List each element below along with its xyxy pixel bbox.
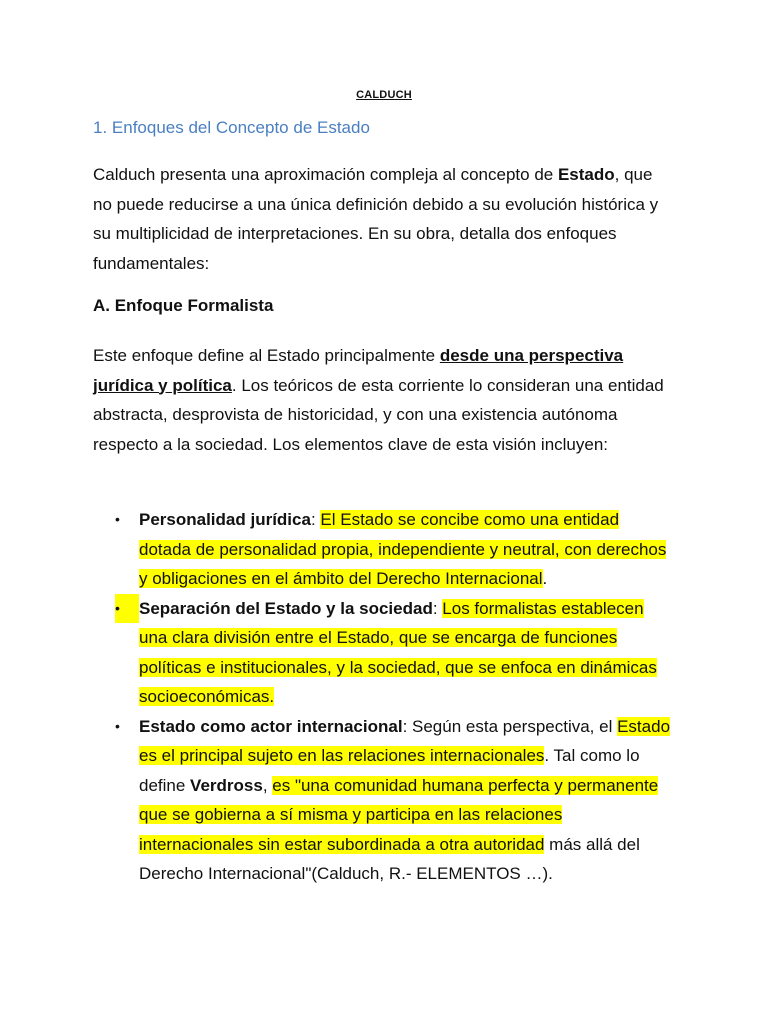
bullet-separator-2: , — [262, 775, 273, 795]
bullet-marker: • — [115, 511, 120, 527]
highlighted-quote: es "una comunidad humana perfecta y permanente que se gobierna a sí misma y participa en las relaciones internacionales sin estar subordinada a otra autoridad — [139, 775, 659, 854]
bullet-separator: : Según esta perspectiva, el — [402, 716, 618, 736]
bullet-term: Personalidad jurídica — [139, 510, 311, 529]
document-header-label: CALDUCH — [356, 89, 412, 101]
formalist-text-1: Este enfoque define al Estado principalmente — [93, 346, 440, 365]
bullet-tail: más allá del Derecho Internacional"(Calduch, R.- ELEMENTOS …). — [139, 834, 640, 883]
formalist-paragraph — [93, 341, 673, 459]
highlighted-text: El Estado se concibe como una entidad dotada de personalidad propia, independiente y neutral, con derechos y obligaciones en el ámbito del Derecho Internacional — [139, 510, 667, 588]
bullet-marker: • — [115, 594, 139, 624]
bullet-term: Separación del Estado y la sociedad — [139, 598, 433, 618]
bullet-separator: : — [310, 510, 321, 529]
bullet-bold-author: Verdross — [190, 775, 263, 795]
bullet-term: Estado como actor internacional — [139, 716, 403, 736]
highlighted-text: Estado es el principal sujeto en las relaciones internacionales — [139, 716, 671, 765]
highlighted-text: Los formalistas establecen una clara división entre el Estado, que se encarga de funciones políticas e institucionales, y la sociedad, que se enfoca en dinámicas socioeconómicas. — [139, 598, 657, 706]
list-item — [93, 594, 673, 712]
list-item — [93, 712, 673, 889]
section-title: 1. Enfoques del Concepto de Estado — [93, 118, 370, 137]
intro-text-2: , que no puede reducirse a una única definición debido a su evolución histórica y su multiplicidad de interpretaciones. En su obra, detalla dos enfoques fundamentales: — [93, 165, 659, 273]
bullet-list — [93, 505, 673, 889]
bullet-marker: • — [115, 717, 120, 734]
intro-text-1: Calduch presenta una aproximación compleja al concepto de — [93, 165, 558, 184]
formalist-emphasis: desde una perspectiva jurídica y política — [93, 346, 624, 395]
bullet-separator: : — [432, 598, 443, 618]
bullet-tail: . — [542, 569, 548, 588]
intro-paragraph — [93, 160, 673, 278]
bullet-mid-text: . Tal como lo define — [139, 746, 640, 795]
subsection-title: A. Enfoque Formalista — [93, 296, 274, 315]
formalist-text-2: . Los teóricos de esta corriente lo consideran una entidad abstracta, desprovista de historicidad, y con una existencia autónoma respecto a la sociedad. Los elementos clave de esta visión incluyen: — [93, 375, 664, 454]
intro-bold-term: Estado — [557, 165, 615, 184]
list-item — [93, 505, 673, 594]
